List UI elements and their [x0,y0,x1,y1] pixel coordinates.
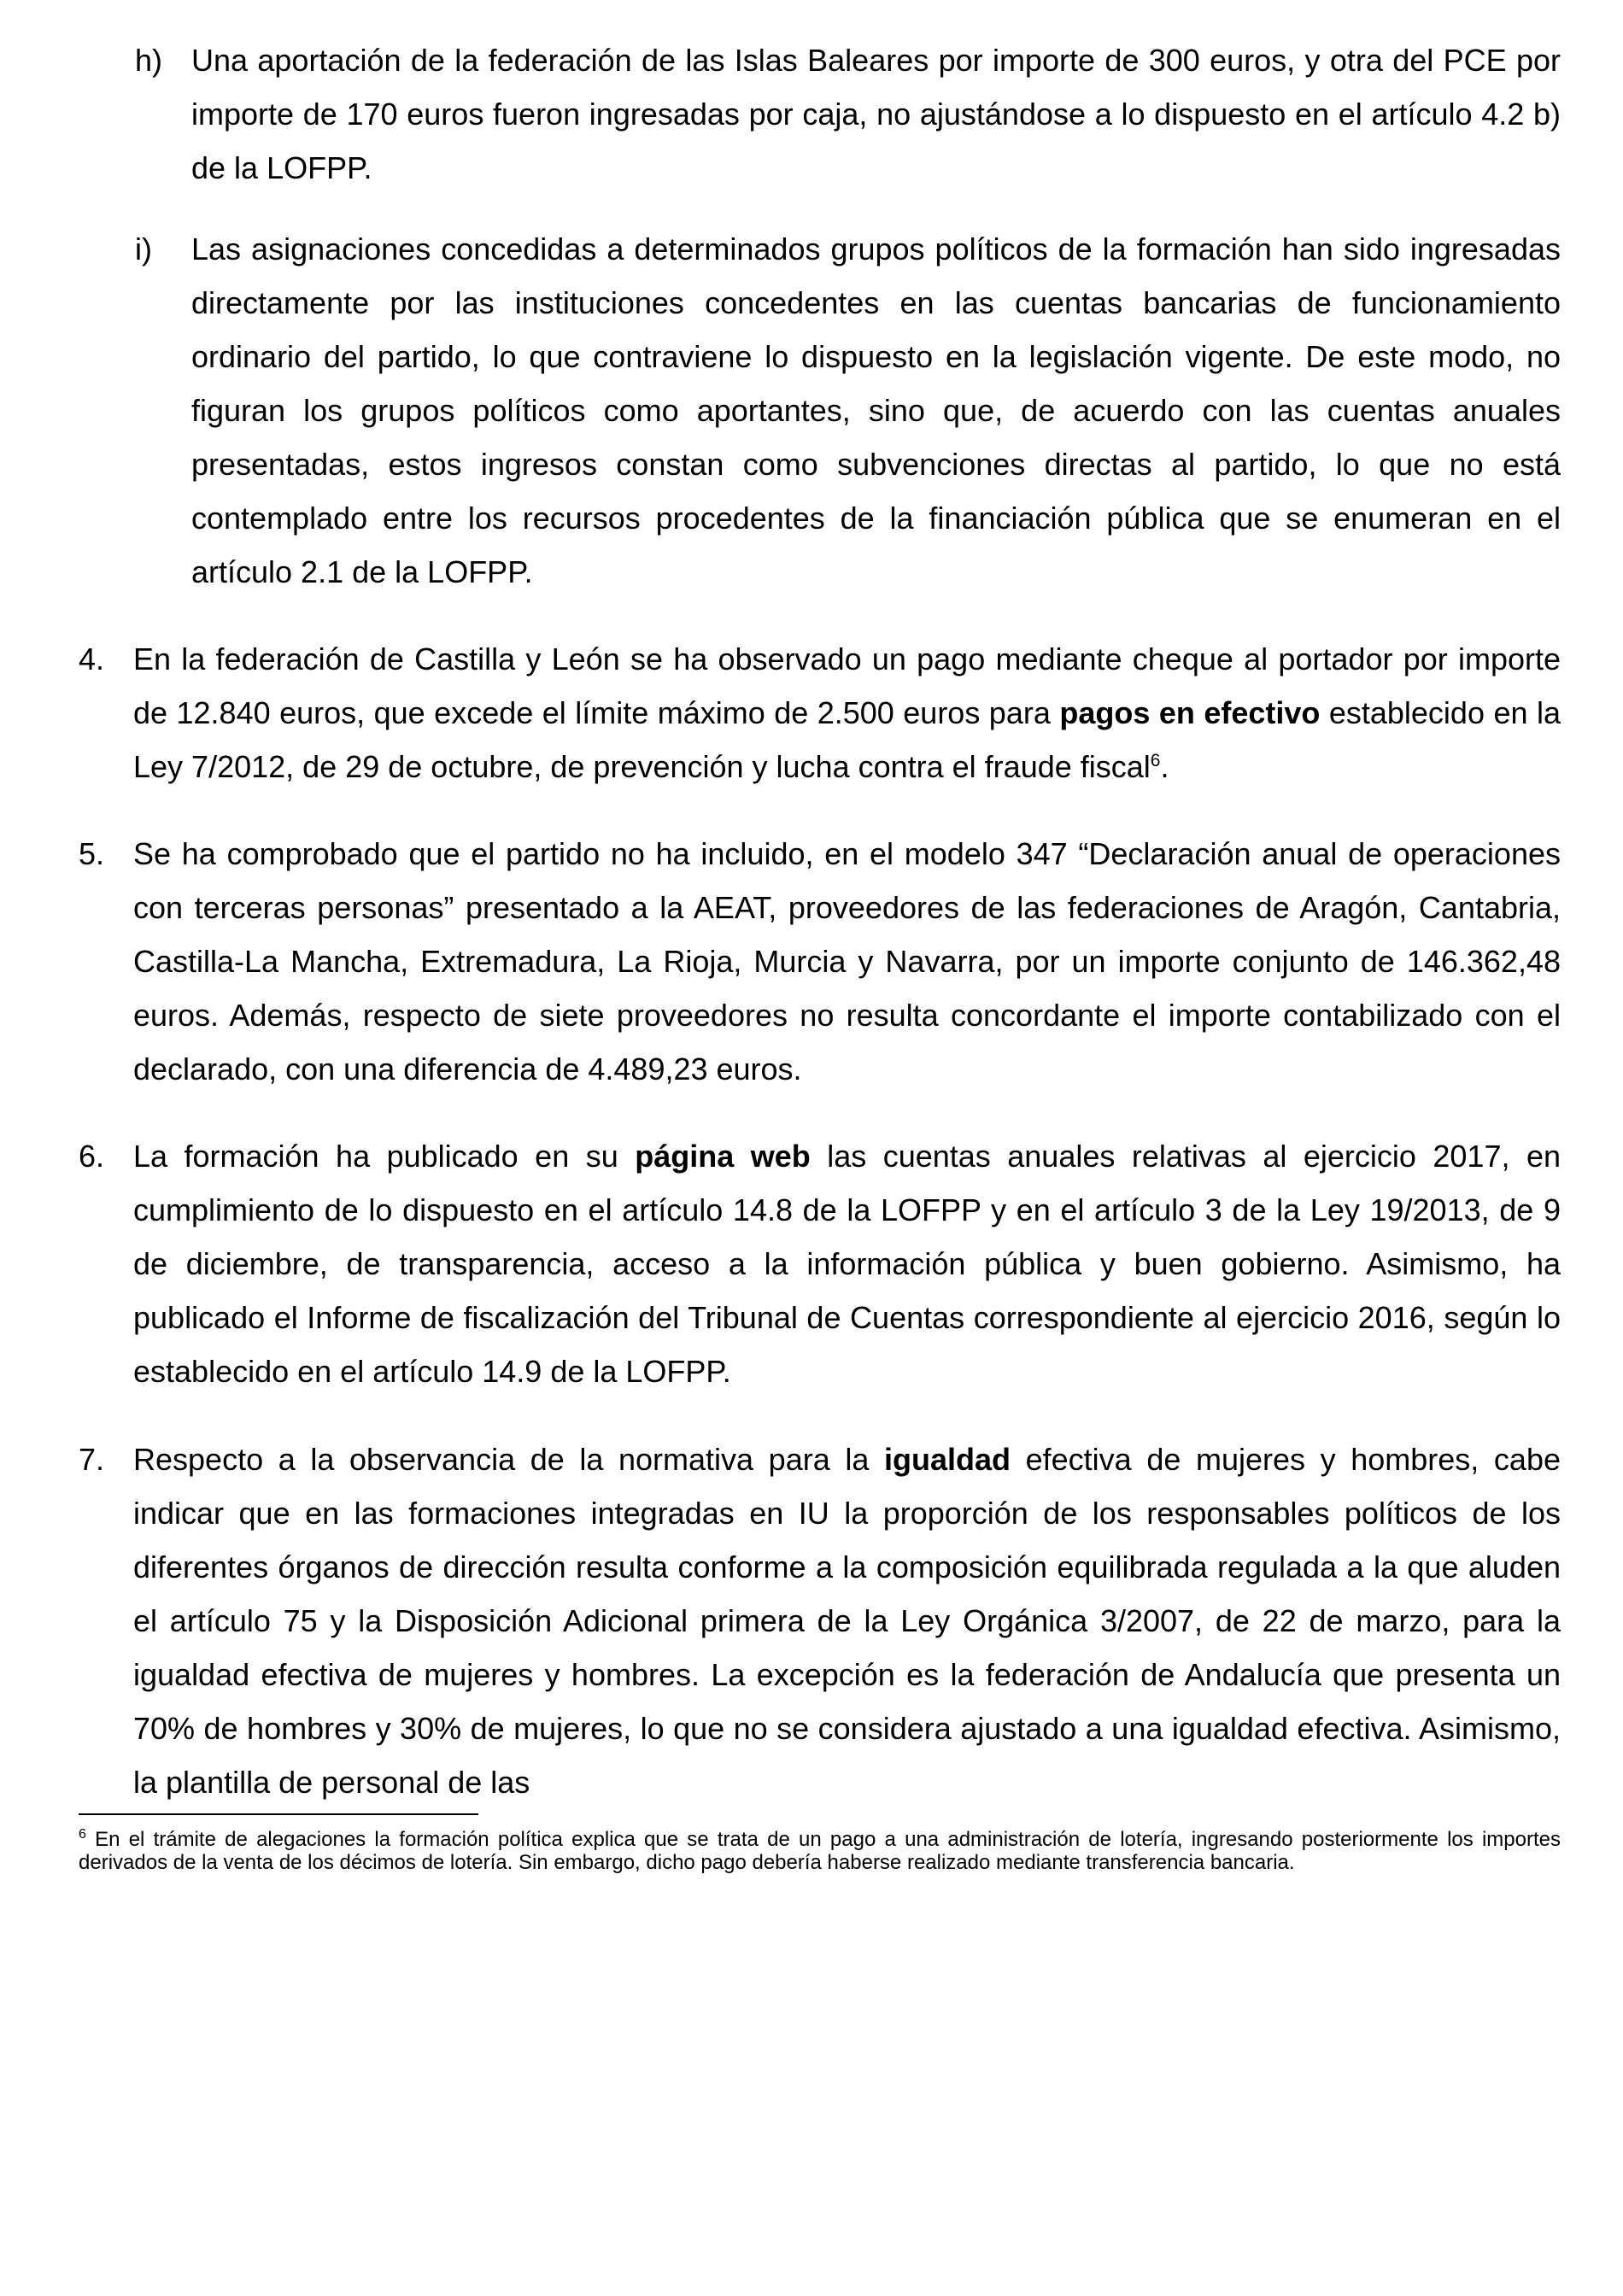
list-item-text [133,1432,1561,1809]
text-segment: En la federación de Castilla y León se ha observado un pago mediante cheque al portador por importe de 12.840 euros, que excede el límite máximo de 2.500 euros para [133,641,1561,730]
list-item-text: Una aportación de la federación de las Islas Baleares por importe de 300 euros, y otra del PCE por importe de 170 euros fueron ingresadas por caja, no ajustándose a lo dispuesto en el artículo 4.2 b) de la LOFPP. [191,43,1561,185]
text-segment: . [1160,749,1169,784]
list-marker: 4. [79,641,105,676]
list-item-4 [79,632,1561,794]
text-segment: establecido en la Ley 7/2012, de 29 de octubre, de prevención y lucha contra el fraude fiscal [133,695,1561,784]
list-marker: h) [135,43,163,78]
footnote-separator [79,1813,478,1815]
list-marker: 7. [79,1442,105,1477]
list-item-i [135,222,1561,599]
text-segment: La formación ha publicado en su [133,1139,636,1174]
footnote-text: En el trámite de alegaciones la formación política explica que se trata de un pago a una administración de lotería, ingresando posteriormente los importes derivados de la venta de los décimos de lotería. Sin embargo, dicho pago debería haberse realizado mediante transferencia bancaria. [79,1828,1561,1874]
list-marker: i) [135,231,152,266]
footnote-reference[interactable]: 6 [1150,751,1161,770]
list-item-5 [79,827,1561,1096]
text-segment: Respecto a la observancia de la normativa para la [133,1442,884,1477]
list-item-text: Las asignaciones concedidas a determinados grupos políticos de la formación han sido ingresadas directamente por las instituciones concedentes en las cuentas bancarias de funcionamiento ordinario del partido, lo que contraviene lo dispuesto en la legislación vigente. De este modo, no figuran los grupos políticos como aportantes, sino que, de acuerdo con las cuentas anuales presentadas, estos ingresos constan como subvenciones directas al partido, lo que no está contemplado entre los recursos procedentes de la financiación pública que se enumeran en el artículo 2.1 de la LOFPP. [191,231,1561,589]
footnote [79,1828,1561,1874]
list-item-text [133,1129,1561,1398]
list-item-text: Se ha comprobado que el partido no ha incluido, en el modelo 347 “Declaración anual de operaciones con terceras personas” presentado a la AEAT, proveedores de las federaciones de Aragón, Cantabria, Castilla-La Mancha, Extremadura, La Rioja, Murcia y Navarra, por un importe conjunto de 146.362,48 euros. Además, respecto de siete proveedores no resulta concordante el importe contabilizado con el declarado, con una diferencia de 4.489,23 euros. [133,836,1561,1086]
list-item-h [135,33,1561,195]
list-marker: 5. [79,836,105,871]
bold-term: pagos en efectivo [1059,695,1321,730]
list-item-7 [79,1432,1561,1809]
text-segment: las cuentas anuales relativas al ejercicio 2017, en cumplimiento de lo dispuesto en el artículo 14.8 de la LOFPP y en el artículo 3 de la Ley 19/2013, de 9 de diciembre, de transparencia, acceso a la información pública y buen gobierno. Asimismo, ha publicado el Informe de fiscalización del Tribunal de Cuentas correspondiente al ejercicio 2016, según lo establecido en el artículo 14.9 de la LOFPP. [133,1139,1561,1389]
bold-term: igualdad [884,1442,1011,1477]
footnote-number: 6 [79,1827,86,1842]
list-marker: 6. [79,1139,105,1174]
bold-term: página web [635,1139,811,1174]
list-item-text [133,632,1561,794]
text-segment: efectiva de mujeres y hombres, cabe indicar que en las formaciones integradas en IU la proporción de los responsables políticos de los diferentes órganos de dirección resulta conforme a la composición equilibrada regulada a la que aluden el artículo 75 y la Disposición Adicional primera de la Ley Orgánica 3/2007, de 22 de marzo, para la igualdad efectiva de mujeres y hombres. La excepción es la federación de Andalucía que presenta un 70% de hombres y 30% de mujeres, lo que no se considera ajustado a una igualdad efectiva. Asimismo, la plantilla de personal de las [133,1442,1561,1800]
list-item-6 [79,1129,1561,1398]
